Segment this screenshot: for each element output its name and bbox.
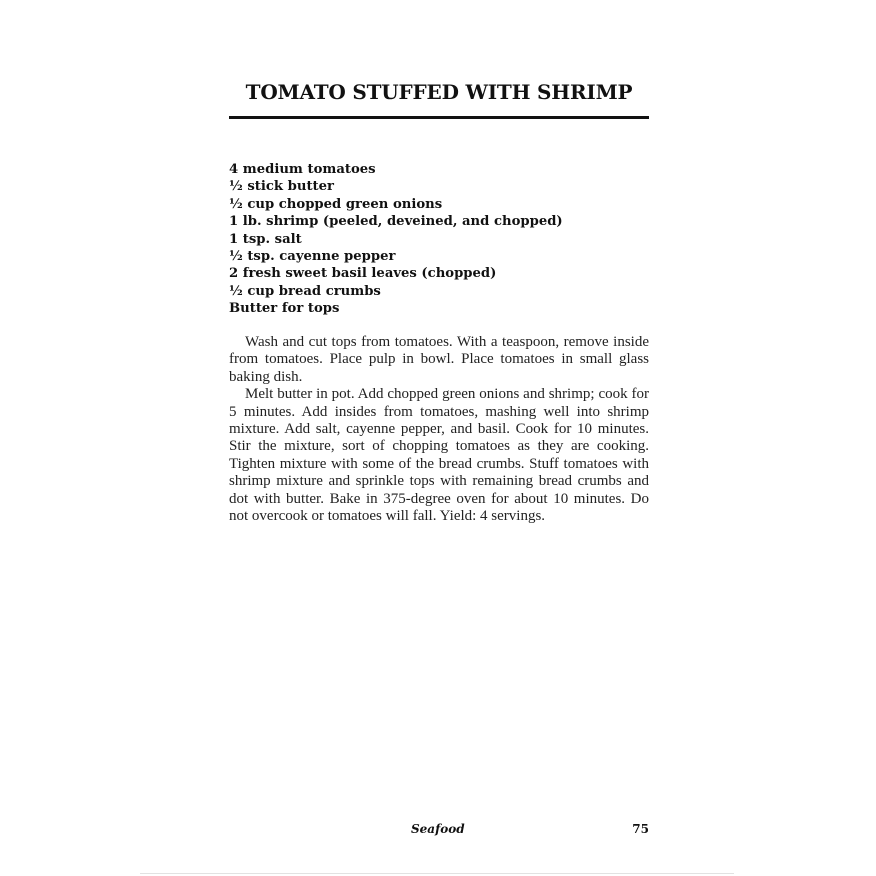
ingredient-item: 1 tsp. salt xyxy=(229,231,302,247)
recipe-title: TOMATO STUFFED WITH SHRIMP xyxy=(245,80,633,104)
instruction-paragraph: Wash and cut tops from tomatoes. With a teaspoon, remove inside from tomatoes. Place pulp in bowl. Place tomatoes in small glass baking dish. xyxy=(229,334,649,385)
ingredient-list xyxy=(229,161,649,318)
footer-section-name: Seafood xyxy=(411,822,465,836)
instruction-paragraph: Melt butter in pot. Add chopped green onions and shrimp; cook for 5 minutes. Add insides from tomatoes, mashing well into shrimp mixture. Add salt, cayenne pepper, and basil. Cook for 10 minutes. Stir the mixture, sort of chopping tomatoes as they are cooking. Tighten mixture with some of the bread crumbs. Stuff tomatoes with shrimp mixture and sprinkle tops with remaining bread crumbs and dot with butter. Bake in 375-degree oven for about 10 minutes. Do not overcook or tomatoes will fall. Yield: 4 servings. xyxy=(229,386,649,525)
page-number: 75 xyxy=(632,822,649,836)
ingredient-item: Butter for tops xyxy=(229,301,340,317)
ingredient-item: ½ tsp. cayenne pepper xyxy=(229,249,396,265)
ingredient-item: ½ cup bread crumbs xyxy=(229,283,381,299)
ingredient-item: ½ cup chopped green onions xyxy=(229,196,443,212)
recipe-instructions xyxy=(229,334,649,525)
ingredient-item: ½ stick butter xyxy=(229,179,334,195)
title-underline xyxy=(229,116,649,119)
ingredient-item: 1 lb. shrimp (peeled, deveined, and chopped) xyxy=(229,214,563,230)
ingredient-item: 4 medium tomatoes xyxy=(229,162,376,177)
page-edge xyxy=(140,873,734,874)
ingredient-item: 2 fresh sweet basil leaves (chopped) xyxy=(229,266,497,282)
